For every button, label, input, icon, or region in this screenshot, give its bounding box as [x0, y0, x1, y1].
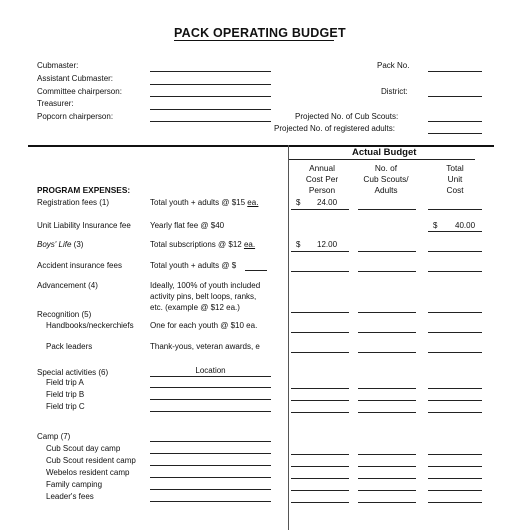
cubmaster-label: Cubmaster:: [37, 61, 79, 70]
family-camping-label: Family camping: [46, 480, 103, 489]
handbooks-cost-field[interactable]: [291, 332, 349, 333]
registration-cost-field[interactable]: [291, 209, 349, 210]
pack-leaders-cost-field[interactable]: [291, 352, 349, 353]
day-camp-number-field[interactable]: [358, 454, 416, 455]
family-camping-location-field[interactable]: [150, 489, 271, 490]
webelos-camp-label: Webelos resident camp: [46, 468, 130, 477]
pack-no-label: Pack No.: [377, 61, 410, 70]
accident-desc: Total youth + adults @ $: [150, 261, 237, 270]
camp-location-underline: [150, 441, 271, 442]
title-underline: [174, 40, 334, 41]
page-title: PACK OPERATING BUDGET: [174, 26, 346, 40]
pack-leaders-label: Pack leaders: [46, 342, 93, 351]
field-trip-b-location-field[interactable]: [150, 399, 271, 400]
popcorn-chair-field[interactable]: [150, 121, 271, 122]
field-trip-c-location-field[interactable]: [150, 411, 271, 412]
advancement-number-field[interactable]: [358, 312, 416, 313]
assistant-cubmaster-label: Assistant Cubmaster:: [37, 74, 114, 83]
boys-life-dollar: $: [296, 240, 301, 249]
resident-camp-total-field[interactable]: [428, 466, 482, 467]
insurance-desc: Yearly flat fee @ $40: [150, 221, 225, 230]
projected-adults-label: Projected No. of registered adults:: [274, 124, 395, 133]
leader-fees-label: Leader's fees: [46, 492, 94, 501]
committee-chair-label: Committee chairperson:: [37, 87, 122, 96]
recognition-label: Recognition (5): [37, 310, 92, 319]
col-number-header: No. of Cub Scouts/ Adults: [363, 163, 409, 195]
leader-fees-location-field[interactable]: [150, 501, 271, 502]
accident-cost-field[interactable]: [291, 271, 349, 272]
actual-budget-heading: Actual Budget: [352, 147, 417, 158]
col-annual-cost-header: Annual Cost Per Person: [305, 163, 339, 195]
field-trip-c-number-field[interactable]: [358, 412, 416, 413]
accident-number-field[interactable]: [358, 271, 416, 272]
registration-number-field[interactable]: [358, 209, 416, 210]
popcorn-chair-label: Popcorn chairperson:: [37, 112, 114, 121]
handbooks-total-field[interactable]: [428, 332, 482, 333]
boys-life-cost-field[interactable]: [291, 251, 349, 252]
advancement-desc-3: etc. (example @ $12 ea.): [150, 303, 240, 312]
accident-total-field[interactable]: [428, 271, 482, 272]
district-field[interactable]: [428, 96, 482, 97]
actual-budget-underline: [289, 159, 475, 160]
webelos-camp-cost-field[interactable]: [291, 478, 349, 479]
insurance-label: Unit Liability Insurance fee: [37, 221, 131, 230]
day-camp-total-field[interactable]: [428, 454, 482, 455]
registration-cost: 24.00: [317, 198, 338, 207]
day-camp-location-field[interactable]: [150, 453, 271, 454]
handbooks-number-field[interactable]: [358, 332, 416, 333]
advancement-desc-2: activity pins, belt loops, ranks,: [150, 292, 257, 301]
field-trip-c-cost-field[interactable]: [291, 412, 349, 413]
accident-label: Accident insurance fees: [37, 261, 122, 270]
insurance-total-field[interactable]: [428, 231, 482, 232]
boys-life-number-field[interactable]: [358, 251, 416, 252]
accident-rate-field[interactable]: [245, 270, 267, 271]
projected-adults-field[interactable]: [428, 133, 482, 134]
advancement-label: Advancement (4): [37, 281, 98, 290]
location-underline: [150, 376, 271, 377]
day-camp-label: Cub Scout day camp: [46, 444, 121, 453]
pack-no-field[interactable]: [428, 71, 482, 72]
resident-camp-number-field[interactable]: [358, 466, 416, 467]
insurance-total: 40.00: [455, 221, 476, 230]
leader-fees-total-field[interactable]: [428, 502, 482, 503]
leader-fees-number-field[interactable]: [358, 502, 416, 503]
program-expenses-heading: PROGRAM EXPENSES:: [37, 185, 131, 195]
handbooks-label: Handbooks/neckerchiefs: [46, 321, 134, 330]
committee-chair-field[interactable]: [150, 96, 271, 97]
family-camping-number-field[interactable]: [358, 490, 416, 491]
budget-column-divider: [288, 145, 289, 530]
pack-leaders-number-field[interactable]: [358, 352, 416, 353]
field-trip-a-cost-field[interactable]: [291, 388, 349, 389]
projected-scouts-field[interactable]: [428, 121, 482, 122]
field-trip-b-cost-field[interactable]: [291, 400, 349, 401]
registration-desc: Total youth + adults @ $15 ea.: [150, 198, 259, 207]
special-activities-label: Special activities (6): [37, 368, 109, 377]
field-trip-c-total-field[interactable]: [428, 412, 482, 413]
resident-camp-cost-field[interactable]: [291, 466, 349, 467]
field-trip-a-number-field[interactable]: [358, 388, 416, 389]
boys-life-desc: Total subscriptions @ $12 ea.: [150, 240, 256, 249]
pack-leaders-total-field[interactable]: [428, 352, 482, 353]
family-camping-total-field[interactable]: [428, 490, 482, 491]
advancement-cost-field[interactable]: [291, 312, 349, 313]
advancement-total-field[interactable]: [428, 312, 482, 313]
cubmaster-field[interactable]: [150, 71, 271, 72]
handbooks-desc: One for each youth @ $10 ea.: [150, 321, 258, 330]
field-trip-b-total-field[interactable]: [428, 400, 482, 401]
resident-camp-label: Cub Scout resident camp: [46, 456, 136, 465]
pack-leaders-desc: Thank-yous, veteran awards, e: [150, 342, 260, 351]
field-trip-a-location-field[interactable]: [150, 387, 271, 388]
webelos-camp-total-field[interactable]: [428, 478, 482, 479]
field-trip-a-total-field[interactable]: [428, 388, 482, 389]
section-divider: [28, 145, 494, 147]
col-total-cost-header: Total Unit Cost: [446, 163, 464, 195]
field-trip-b-label: Field trip B: [46, 390, 85, 399]
location-header: Location: [195, 366, 226, 375]
webelos-camp-number-field[interactable]: [358, 478, 416, 479]
family-camping-cost-field[interactable]: [291, 490, 349, 491]
district-label: District:: [381, 87, 408, 96]
boys-life-cost: 12.00: [317, 240, 338, 249]
assistant-cubmaster-field[interactable]: [150, 84, 271, 85]
registration-label: Registration fees (1): [37, 198, 110, 207]
advancement-desc-1: Ideally, 100% of youth included: [150, 281, 261, 290]
field-trip-b-number-field[interactable]: [358, 400, 416, 401]
projected-scouts-label: Projected No. of Cub Scouts:: [295, 112, 399, 121]
treasurer-field[interactable]: [150, 109, 271, 110]
resident-camp-location-field[interactable]: [150, 465, 271, 466]
registration-dollar: $: [296, 198, 301, 207]
registration-total-field[interactable]: [428, 209, 482, 210]
webelos-camp-location-field[interactable]: [150, 477, 271, 478]
insurance-dollar: $: [433, 221, 438, 230]
treasurer-label: Treasurer:: [37, 99, 74, 108]
field-trip-c-label: Field trip C: [46, 402, 85, 411]
day-camp-cost-field[interactable]: [291, 454, 349, 455]
leader-fees-cost-field[interactable]: [291, 502, 349, 503]
camp-label: Camp (7): [37, 432, 71, 441]
boys-life-total-field[interactable]: [428, 251, 482, 252]
field-trip-a-label: Field trip A: [46, 378, 84, 387]
boys-life-label: Boys' Life (3): [37, 240, 84, 249]
